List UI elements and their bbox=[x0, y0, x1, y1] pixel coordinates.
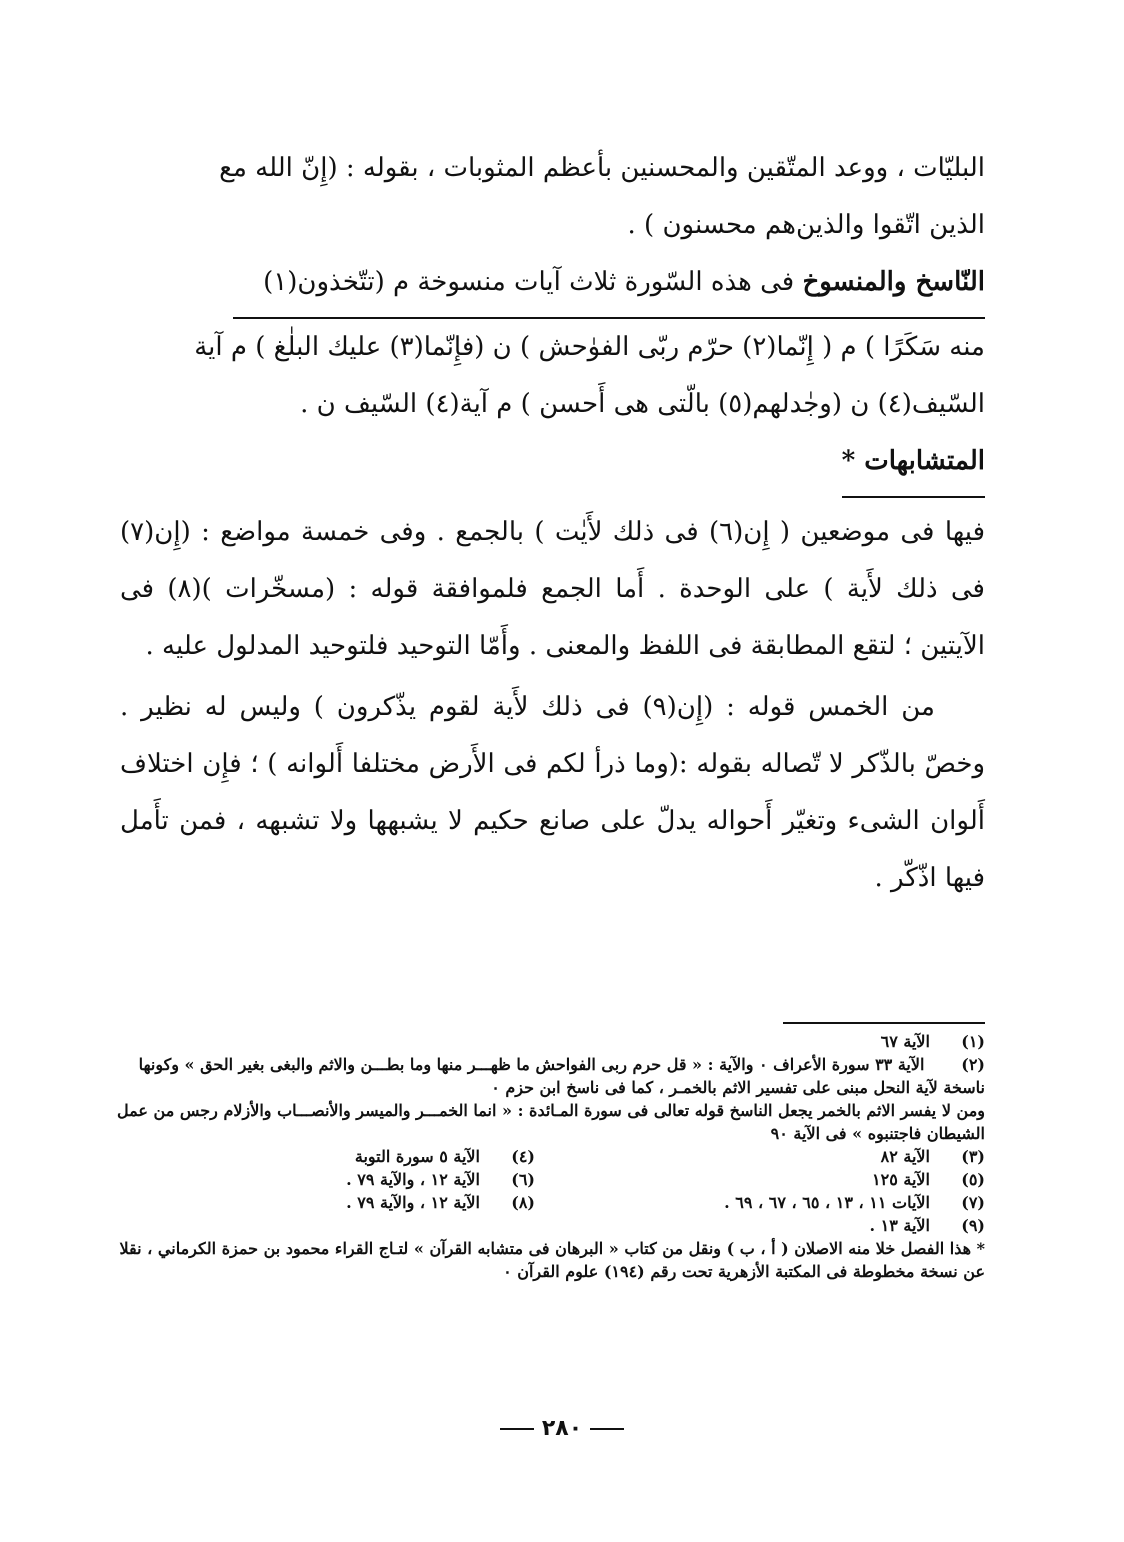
main-text bbox=[120, 140, 985, 907]
footnote bbox=[105, 1214, 985, 1237]
footnote-text: الآيات ١١ ، ١٣ ، ٦٥ ، ٦٧ ، ٦٩ . bbox=[724, 1193, 930, 1212]
footnote-row bbox=[105, 1168, 985, 1191]
footnote-row bbox=[105, 1145, 985, 1168]
dash-left bbox=[500, 1428, 534, 1430]
footnote-number: (٤) bbox=[511, 1147, 535, 1166]
text-line: فى هذه السّورة ثلاث آيات منسوخة م (تتّخذون(١) bbox=[263, 267, 803, 297]
text-line: منه سَكَرًا ) م ( إِنّما(٢) حرّم ربّى الفوٰحش ) ن (فإِنّما(٣) عليك البلٰغ ) م آية bbox=[194, 332, 985, 362]
footnote-separator bbox=[783, 1022, 985, 1024]
footnote bbox=[105, 1053, 985, 1099]
nasikh-heading-line bbox=[233, 254, 985, 319]
star-note: * هذا الفصل خلا منه الاصلان ( أ ، ب ) ونقل من كتاب « البرهان فى متشابه القرآن » لتـاج القراء محمود بن حمزة الكرماني ، نقلا عن نسخة مخطوطة فى المكتبة الأزهرية تحت رقم (١٩٤) علوم القرآن ٠ bbox=[119, 1239, 985, 1281]
footnote bbox=[355, 1145, 535, 1168]
footnote-text: الآية ١٢٥ bbox=[872, 1170, 930, 1189]
text-line: السّيف(٤) ن (وجٰدلهم(٥) بالّتى هى أَحسن ) م آية(٤) السّيف ن . bbox=[300, 389, 985, 419]
nasikh-paragraph bbox=[120, 254, 985, 433]
paragraph: فيها فى موضعين ( إِن(٦) فى ذلك لأَيٰت ) بالجمع . وفى خمسة مواضع : (إِن(٧) فى ذلك لأَية ) على الوحدة . أَما الجمع فلموافقة قوله : (مسخّرات )(٨) فى الآيتين ؛ لتقع المطابقة فى اللفظ والمعنى . وأَمّا التوحيد فلتوحيد المدلول عليه . bbox=[120, 517, 985, 661]
footnote bbox=[535, 1168, 985, 1191]
paragraph bbox=[120, 140, 985, 254]
footnote-number: (٨) bbox=[511, 1193, 535, 1212]
footnote-number: (٢) bbox=[961, 1055, 985, 1074]
footnote bbox=[535, 1145, 985, 1168]
footnote-text: الآية ٣٣ سورة الأعراف ٠ والآية : « قل حرم ربى الفواحش ما ظهـــر منها وما بطـــن والاثم والبغى بغير الحق » وكونها ناسخة لآية النحل مبنى على تفسير الاثم بالخمـر ، كما فى ناسخ ابن حزم ٠ bbox=[138, 1055, 985, 1097]
page-number-wrap bbox=[0, 1416, 1124, 1441]
footnote-text: الآية ٥ سورة التوبة bbox=[354, 1147, 480, 1166]
footnote-number: (١) bbox=[961, 1032, 985, 1051]
footnote bbox=[535, 1191, 985, 1214]
footnote-number: (٧) bbox=[961, 1193, 985, 1212]
footnote-continuation: ومن لا يفسر الاثم بالخمر يجعل الناسخ قوله تعالى فى سورة المـائدة : « انما الخمـــر والميسر والأنصـــاب والأزلام رجس من عمل الشيطان فاجتنبوه » فى الآية ٩٠ bbox=[117, 1101, 985, 1143]
footnotes bbox=[105, 1030, 985, 1283]
footnote-text: الآية ١٢ ، والآية ٧٩ . bbox=[346, 1170, 480, 1189]
footnote-number: (٩) bbox=[961, 1216, 985, 1235]
footnote bbox=[346, 1191, 535, 1214]
page-number: ٢٨٠ bbox=[541, 1416, 583, 1441]
text-line: الذين اتّقوا والذين‌هم محسنون ) . bbox=[627, 210, 985, 240]
footnote-text: الآية ١٢ ، والآية ٧٩ . bbox=[346, 1193, 480, 1212]
paragraph: من الخمس قوله : (إِن(٩) فى ذلك لأَية لقوم يذّكرون ) وليس له نظير . وخصّ بالذّكر لا تّصاله بقوله :(وما ذرأ لكم فى الأَرض مختلفا أَلوانه ) ؛ فإِن اختلاف أَلوان الشىء وتغيّر أَحواله يدلّ على صانع حكيم لا يشبهها ولا تشبهه ، فمن تأَمل فيها اذّكّر . bbox=[120, 692, 985, 893]
footnote-number: (٣) bbox=[961, 1147, 985, 1166]
dash-right bbox=[590, 1428, 624, 1430]
nasikh-title: النّاسخ والمنسوخ bbox=[802, 267, 985, 297]
footnote bbox=[346, 1168, 535, 1191]
footnote-row bbox=[105, 1191, 985, 1214]
footnote-text: الآية ٨٢ bbox=[880, 1147, 930, 1166]
mutashabihat-title: المتشابهات * bbox=[842, 433, 985, 498]
footnote-text: الآية ١٣ . bbox=[869, 1216, 930, 1235]
text-line: البليّات ، ووعد المتّقين والمحسنين بأعظم المثوبات ، بقوله : (إِنّ الله مع bbox=[219, 153, 985, 183]
footnote-text: الآية ٦٧ bbox=[880, 1032, 930, 1051]
footnote-number: (٥) bbox=[961, 1170, 985, 1189]
footnote-number: (٦) bbox=[511, 1170, 535, 1189]
footnote bbox=[105, 1030, 985, 1053]
mutashabihat-heading-wrap bbox=[120, 433, 985, 498]
